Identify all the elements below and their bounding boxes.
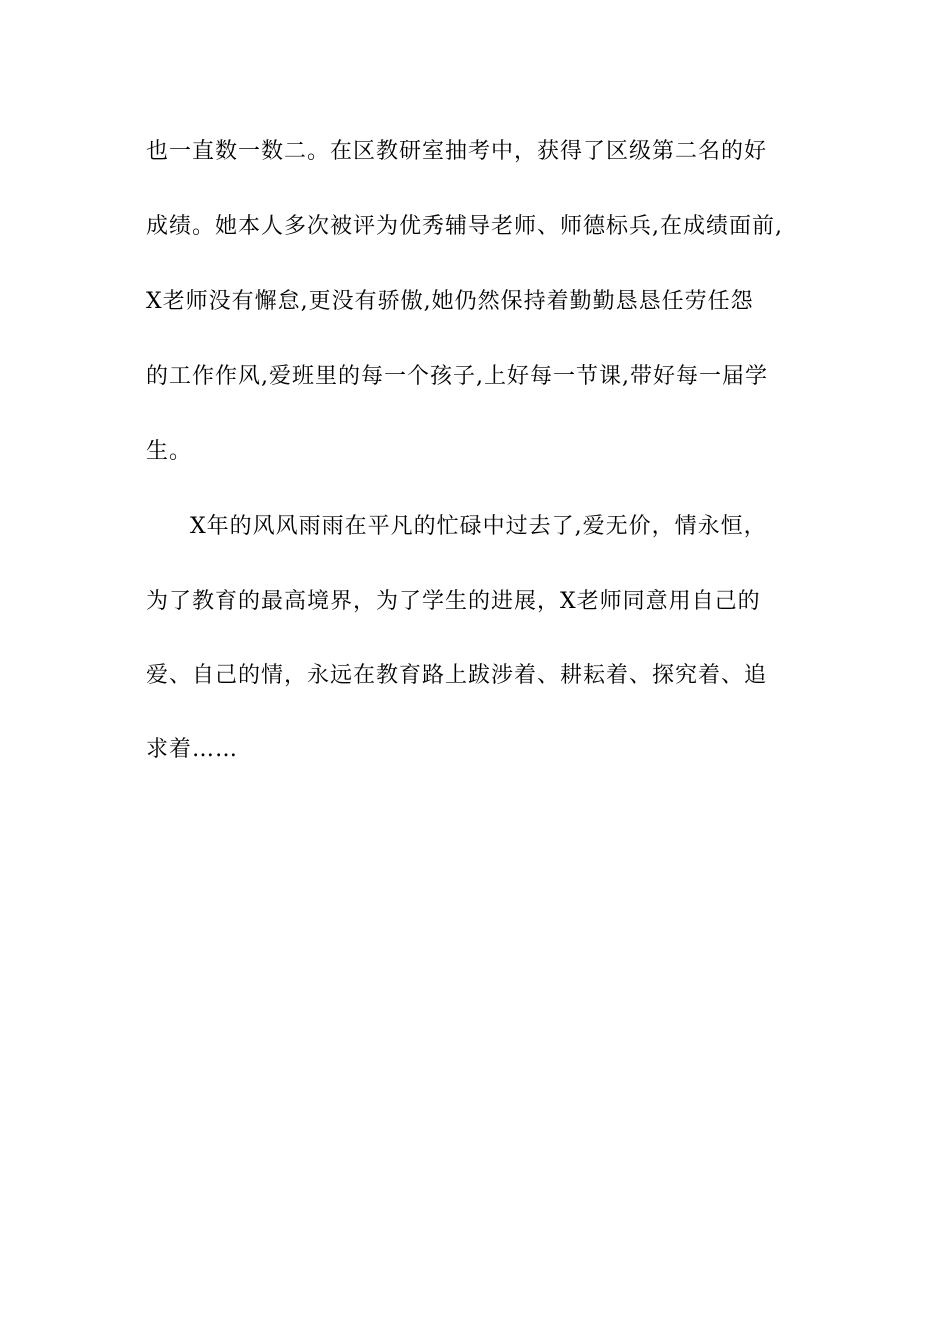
paragraph-2-line-1: X年的风风雨雨在平凡的忙碌中过去了,爱无价，情永恒，	[190, 514, 767, 539]
paragraph-1-line-2: 成绩。她本人多次被评为优秀辅导老师、师德标兵,在成绩面前,	[146, 214, 783, 239]
paragraph-1-line-1: 也一直数一数二。在区教研室抽考中，获得了区级第二名的好	[146, 139, 768, 164]
paragraph-1-line-4: 的工作作风,爱班里的每一个孩子,上好每一节课,带好每一届学	[146, 364, 768, 389]
paragraph-2-line-2: 为了教育的最高境界，为了学生的进展，X老师同意用自己的	[146, 589, 761, 614]
paragraph-1-line-3: X老师没有懈怠,更没有骄傲,她仍然保持着勤勤恳恳任劳任怨	[146, 289, 754, 314]
paragraph-1-line-5: 生。	[146, 439, 193, 464]
paragraph-2-line-4: 求着……	[146, 737, 239, 762]
paragraph-2-line-3: 爱、自己的情，永远在教育路上跋涉着、耕耘着、探究着、追	[146, 663, 768, 688]
